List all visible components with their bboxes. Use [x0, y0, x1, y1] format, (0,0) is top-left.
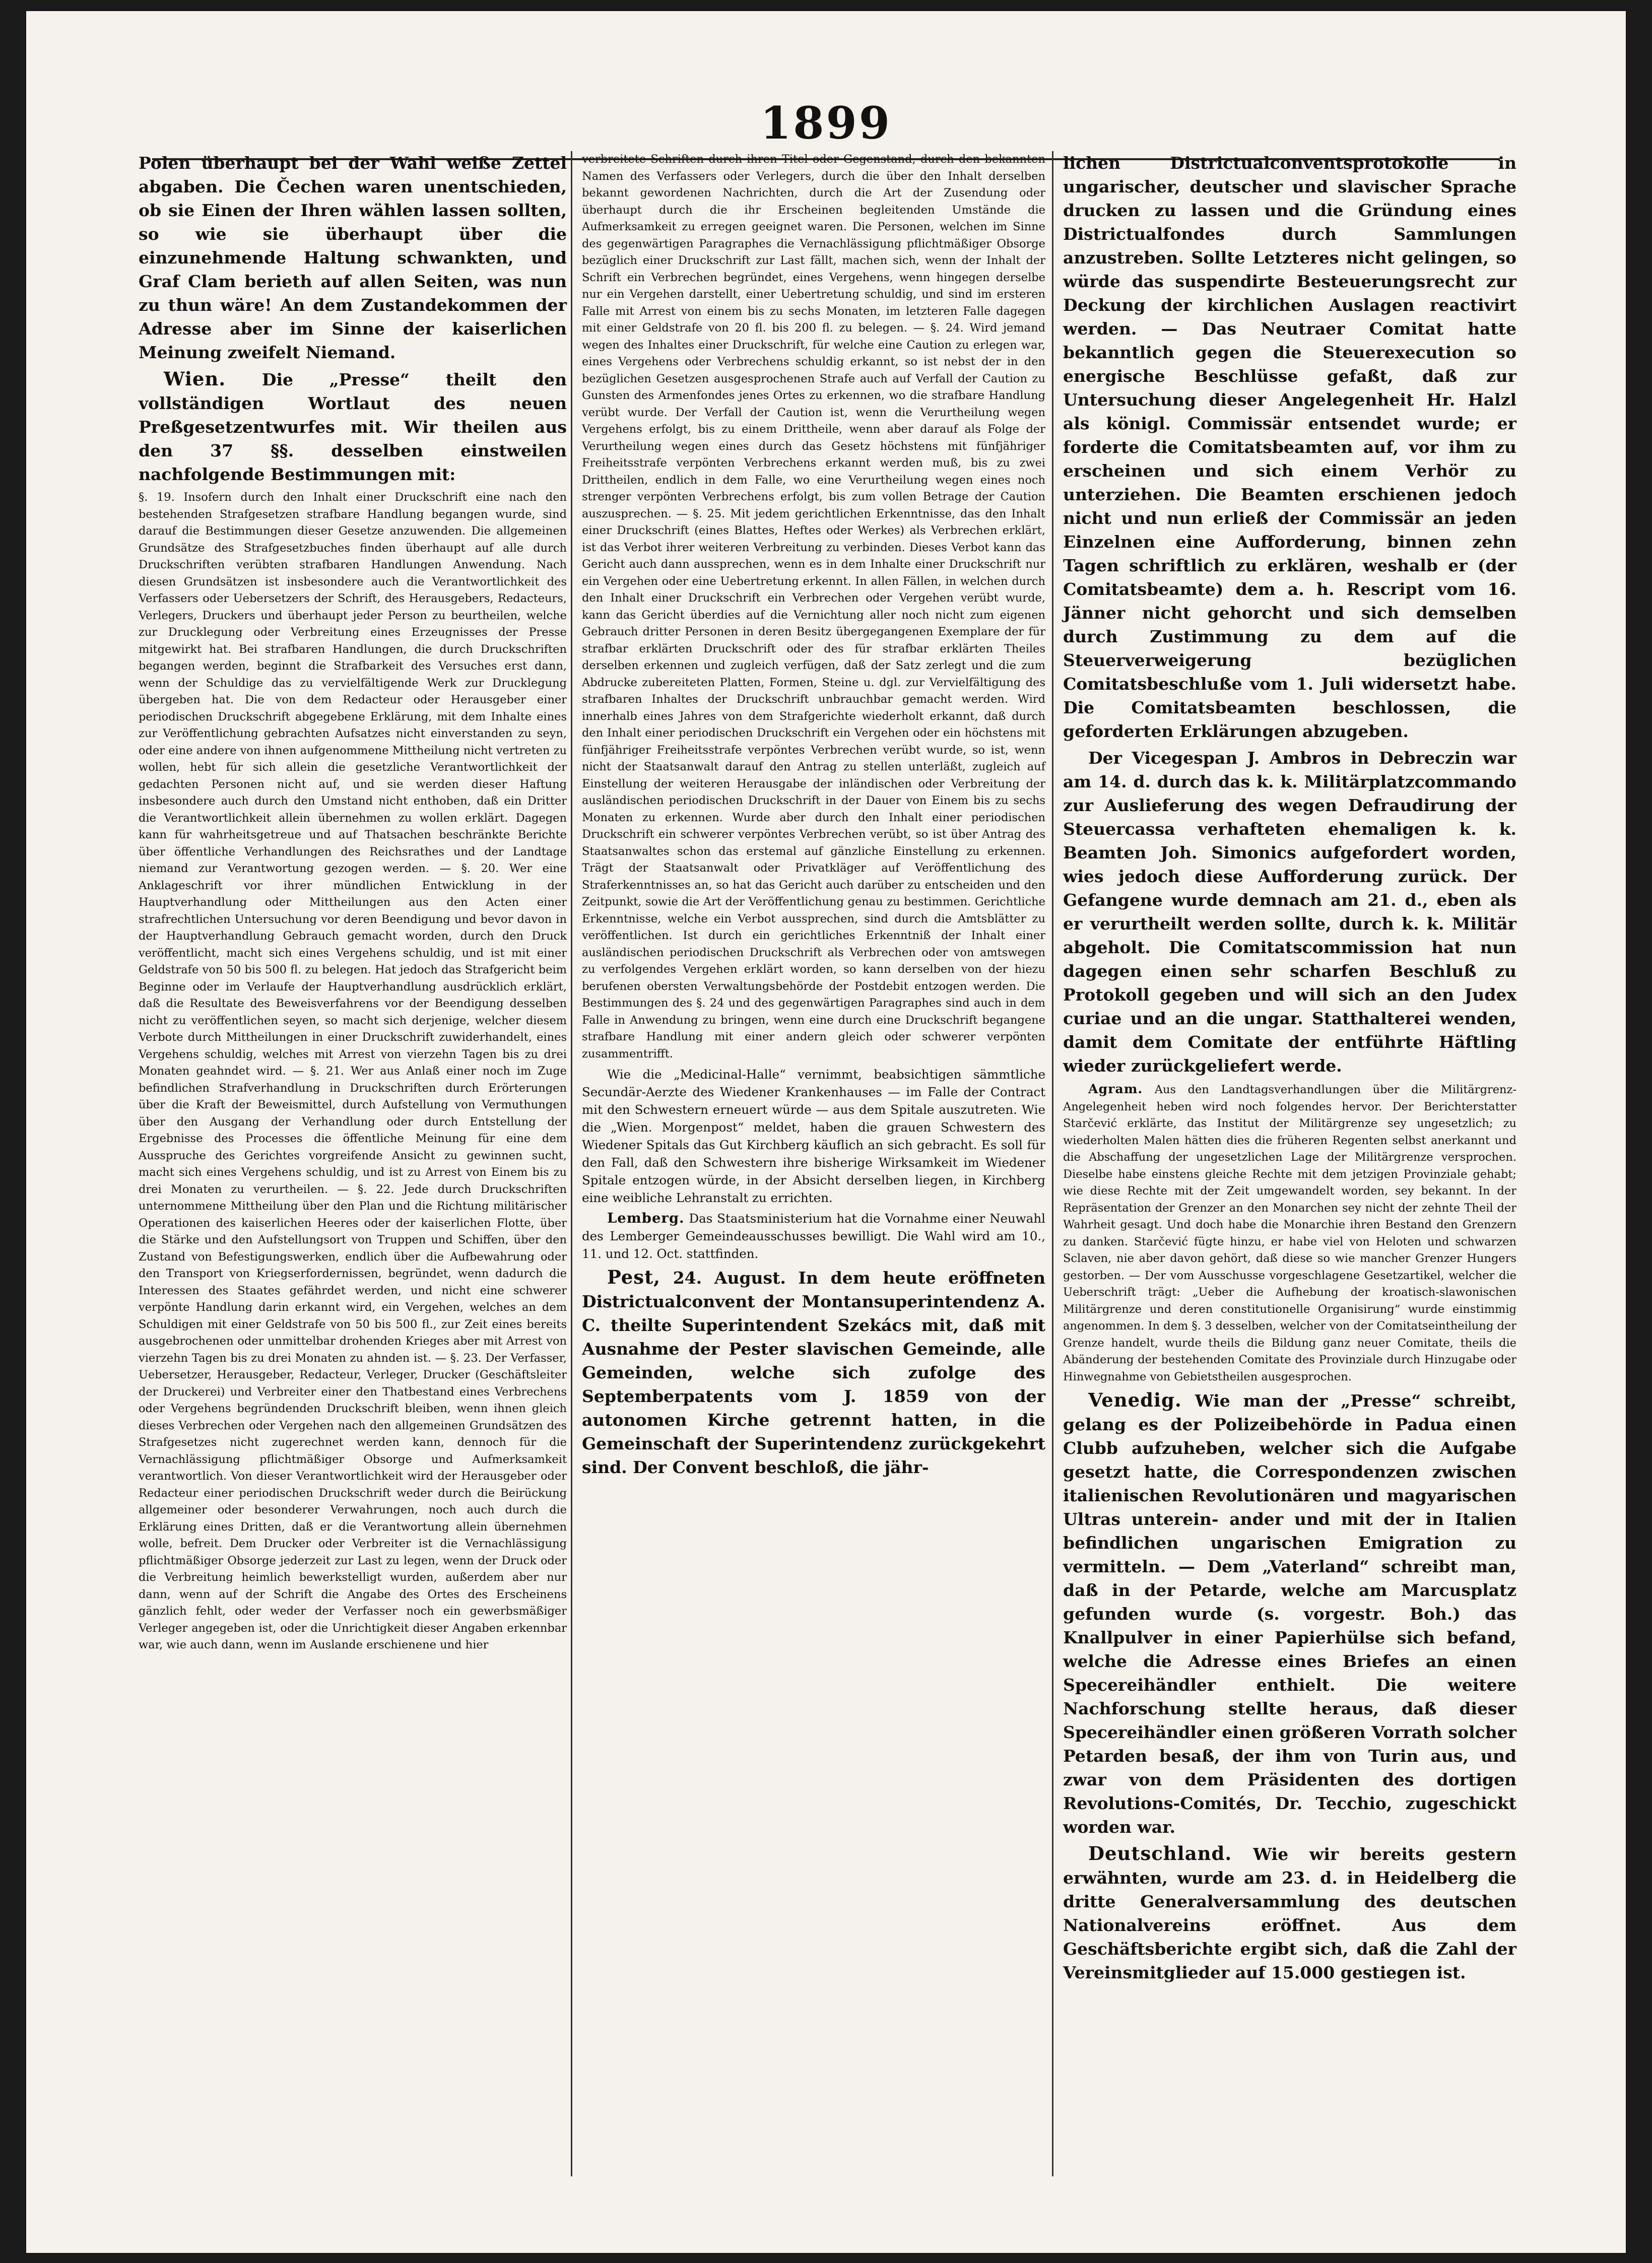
article-wien-intro: [139, 367, 567, 486]
article-deutschland-text: Wie wir bereits gestern erwähnten, wurde am 23. d. in Heidelberg die dritte Generalversammlung des deutschen Nationalvereins eröffnet. Aus dem Geschäftsberichte ergibt sich, daß die Zahl der Vereinsmitglieder auf 15.000 gestiegen ist.: [1063, 1844, 1516, 1982]
column-3: [1058, 151, 1522, 1987]
article-wien-paragraphs: §. 19. Insofern durch den Inhalt einer Druckschrift eine nach den bestehenden Strafgesetzen strafbare Handlung begangen wurde, sind darauf die Bestimmungen dieser Gesetze anzuwenden. Die allgemeinen Grundsätze des Strafgesetzbuches finden überhaupt auf alle durch Druckschriften verübten strafbaren Handlungen Anwendung. Nach diesen Grundsätzen ist insbesondere auch die Verantwortlichkeit des Verfassers oder Uebersetzers der Schrift, des Herausgebers, Redacteurs, Verlegers, Druckers und überhaupt jeder Person zu beurtheilen, welche zur Drucklegung oder Verbreitung eines Erzeugnisses der Presse mitgewirkt hat. Bei strafbaren Handlungen, die durch Druckschriften begangen werden, beginnt die Strafbarkeit des Versuches erst dann, wenn der Schuldige das zu vervielfältigende Werk zur Drucklegung übergeben hat. Die von dem Redacteur oder Herausgeber einer periodischen Druckschrift abgegebene Erklärung, mit dem Inhalte eines zur Veröffentlichung gebrachten Aufsatzes nicht einverstanden zu seyn, oder eine andere von ihnen aufgenommene Mittheilung nicht vertreten zu wollen, hebt für sich allein die gesetzliche Verantwortlichkeit der gedachten Personen nicht auf, und sie werden dieser Haftung insbesondere auch durch den Umstand nicht enthoben, daß ein Dritter die Verantwortlichkeit allein übernehmen zu wollen erklärt. Dagegen kann für wahrheitsgetreue und auf Thatsachen beschränkte Berichte über öffentliche Verhandlungen des Reichsrathes und der Landtage niemand zur Verantwortung gezogen werden. — §. 20. Wer eine Anklageschrift vor ihrer mündlichen Entwicklung in der Hauptverhandlung oder Mittheilungen aus den Acten einer strafrechtlichen Untersuchung vor deren Beendigung und bevor davon in der Hauptverhandlung Gebrauch gemacht worden, durch den Druck veröffentlicht, macht sich eines Vergehens schuldig, und ist mit einer Geldstrafe von 50 bis 500 fl. zu belegen. Hat jedoch das Strafgericht beim Beginne oder im Verlaufe der Hauptverhandlung ausdrücklich erklärt, daß die Resultate des Beweisverfahrens vor der Beendigung desselben nicht zu veröffentlichen seyen, so macht sich derjenige, welcher diesem Verbote durch Mittheilungen in einer Druckschrift zuwiderhandelt, eines Vergehens schuldig, welches mit Arrest von vierzehn Tagen bis zu drei Monaten geahndet wird. — §. 21. Wer aus Anlaß einer noch im Zuge befindlichen Strafverhandlung in Druckschriften durch Erörterungen über die Kraft der Beweismittel, durch Aufstellung von Vermuthungen über den Ausgang der Verhandlung oder durch Entstellung der Ergebnisse des Processes die öffentliche Meinung für eine dem Ausspruche des Gerichtes vorgreifende Ansicht zu gewinnen sucht, macht sich eines Vergehens schuldig, und ist zu Arrest von Einem bis zu drei Monaten zu verurtheilen. — §. 22. Jede durch Druckschriften unternommene Mittheilung über den Plan und die Richtung militärischer Operationen des kaiserlichen Heeres oder der kaiserlichen Flotte, über die Stärke und den Aufstellungsort von Truppen und Schiffen, über den Zustand von Befestigungswerken, endlich über die Aufbewahrung oder den Transport von Kriegserfordernissen, begründet, wenn dadurch die Interessen des Staates gefährdet werden, und nicht eine schwerer verpönte Handlung darin erkannt wird, ein Vergehen, welches an dem Schuldigen mit einer Geldstrafe von 50 bis 500 fl., zur Zeit eines bereits ausgebrochenen oder unmittelbar drohenden Krieges aber mit Arrest von vierzehn Tagen bis zu drei Monaten zu ahnden ist. — §. 23. Der Verfasser, Uebersetzer, Herausgeber, Redacteur, Verleger, Drucker (Geschäftsleiter der Druckerei) und Verbreiter einer den Thatbestand eines Verbrechens oder Vergehens begründenden Druckschrift bleiben, wenn ihnen gleich dieses Verbrechen oder Vergehen nach den allgemeinen Grundsätzen des Strafgesetzes nicht zugerechnet werden kann, dennoch für die Vernachlässigung pflichtmäßiger Obsorge und Aufmerksamkeit verantwortlich. Von dieser Verantwortlichkeit wird der Herausgeber oder Redacteur einer periodischen Druckschrift weder durch die Beirückung allgemeiner oder besonderer Verwahrungen, noch auch durch die Erklärung eines Dritten, daß er die Verantwortung allein übernehmen wolle, befreit. Dem Drucker oder Verbreiter ist die Vernachlässigung pflichtmäßiger Obsorge jederzeit zur Last zu legen, wenn der Druck oder die Verbreitung heimlich bewerkstelligt wurden, außerdem aber nur dann, wenn auf der Schrift die Angabe des Ortes des Erscheinens gänzlich fehlt, oder weder der Verfasser noch ein gewerbsmäßiger Verleger angegeben ist, oder die Unrichtigkeit dieser Angaben erkennbar war, wie auch dann, wenn im Auslande erschienene und hier: [139, 491, 567, 1651]
dateline-venedig: Venedig.: [1088, 1389, 1182, 1411]
article-agram-text: Aus den Landtagsverhandlungen über die Militärgrenz-Angelegenheit heben wird noch folgendes hervor. Der Berichterstatter Starčević erklärte, das Institut der Militärgrenze sey ungesetzlich; zu wiederholten Malen hätten dies die früheren Regenten selbst anerkannt und die Abschaffung der ungesetzlichen Lage der Militärgrenze versprochen. Dieselbe habe einstens gleiche Rechte mit dem jetzigen Provinziale gehabt; wie diese Rechte mit der Zeit umgewandelt worden, sey bekannt. In der Repräsentation der Grenzer an den Monarchen sey nicht der zehnte Theil der Wahrheit gesagt. Und doch habe die Monarchie ihren Bestand den Grenzern zu danken. Starčević fügte hinzu, er habe viel von Heloten und schwarzen Sclaven, nie aber davon gehört, daß diese so wie mancher Grenzer Hungers gestorben. — Der vom Ausschusse vorgeschlagene Gesetzartikel, welcher die Ueberschrift trägt: „Ueber die Aufhebung der kroatisch-slawonischen Militärgrenze und deren constitutionelle Organisirung“ wurde einstimmig angenommen. In dem §. 3 desselben, welcher von der Comitatseintheilung der Grenze handelt, wurde theils die Bildung ganz neuer Comitate, theils die Abänderung der bestehenden Comitate des Provinziale durch Hinzugabe oder Hinwegnahme von Gebietstheilen ausgesprochen.: [1063, 1083, 1516, 1383]
article-medicinal-halle: Wie die „Medicinal-Halle“ vernimmt, beabsichtigen sämmtliche Secundär-Aerzte des Wiedener Krankenhauses — im Falle der Contract mit den Schwestern erneuert würde — aus dem Spitale auszutreten. Wie die „Wien. Morgenpost“ meldet, haben die grauen Schwestern des Wiedener Spitals das Gut Kirchberg käuflich an sich gebracht. Es soll für den Fall, daß den Schwestern ihre bisherige Wirksamkeit im Wiedener Spitale entzogen würde, in der Absicht derselben liegen, in Kirchberg eine weibliche Lehranstalt zu errichten.: [582, 1067, 1045, 1205]
article-venedig: [1063, 1388, 1516, 1839]
article-agram: [1063, 1081, 1516, 1385]
page-number: 1899: [760, 97, 892, 149]
dateline-lemberg: Lemberg.: [607, 1210, 685, 1226]
article-pest-continuation: lichen Districtualconventsprotokolle in ungarischer, deutscher und slavischer Sprache drucken zu lassen und die Gründung eines Districtualfondes durch Sammlungen anzustreben. Sollte Letzteres nicht gelingen, so würde das suspendirte Besteuerungsrecht zur Deckung der kirchlichen Auslagen reactivirt werden. — Das Neutraer Comitat hatte bekanntlich gegen die Steuerexecution so energische Beschlüsse gefaßt, daß zur Untersuchung dieser Angelegenheit Hr. Halzl als königl. Commissär entsendet wurde; er forderte die Comitatsbeamten auf, vor ihm zu erscheinen und sich einem Verhör zu unterziehen. Die Beamten erschienen jedoch nicht und nun erließ der Commissär an jeden Einzelnen eine Aufforderung, binnen zehn Tagen schriftlich zu erklären, weshalb er (der Comitatsbeamte) dem a. h. Rescript vom 16. Jänner nicht gehorcht und sich demselben durch Zustimmung zu dem auf die Steuerverweigerung bezüglichen Comitatsbeschluße vom 1. Juli widersetzt habe. Die Comitatsbeamten beschlossen, die geforderten Erklärungen abzugeben.: [1063, 153, 1516, 741]
column-2: [577, 151, 1050, 1482]
article-pest: [582, 1266, 1045, 1479]
dateline-agram: Agram.: [1088, 1081, 1143, 1096]
article-wien-paragraphs-continued: verbreitete Schriften durch ihren Titel oder Gegenstand, durch den bekannten Namen des Verfassers oder Verlegers, durch die über den Inhalt derselben bekannt gewordenen Nachrichten, durch die Art der Zusendung oder überhaupt durch die ihr Erscheinen begleitenden Umstände die Aufmerksamkeit zu erregen geeignet waren. Die Personen, welchen im Sinne des gegenwärtigen Paragraphes die Vernachlässigung pflichtmäßiger Obsorge bezüglich einer Druckschrift zur Last fällt, machen sich, wenn der Inhalt der Schrift ein Verbrechen begründet, eines Vergehens, wenn hingegen derselbe nur ein Vergehen darstellt, einer Uebertretung schuldig, und sind im ersteren Falle mit Arrest von einem bis zu sechs Monaten, im letzteren Falle dagegen mit einer Geldstrafe von 20 fl. bis 200 fl. zu belegen. — §. 24. Wird jemand wegen des Inhaltes einer Druckschrift, für welche eine Caution zu erlegen war, eines Vergehens oder Verbrechens schuldig erkannt, so ist nebst der in den bezüglichen Gesetzen ausgesprochenen Strafe auch auf Verfall der Caution zu Gunsten des Armenfondes jenes Ortes zu erkennen, wo die strafbare Handlung verübt wurde. Der Verfall der Caution ist, wenn die Verurtheilung wegen Vergehens erfolgt, bis zu einem Drittheile, wenn aber darauf als Folge der Verurtheilung wegen eines durch das Gesetz höchstens mit fünfjähriger Freiheitsstrafe verpönten Verbrechens erkannt werden muß, bis zu zwei Drittheilen, endlich in dem Falle, wo eine Verurtheilung wegen eines noch strenger verpönten Verbrechens erfolgt, bis zum vollen Betrage der Caution auszusprechen. — §. 25. Mit jedem gerichtlichen Erkenntnisse, das den Inhalt einer Druckschrift (eines Blattes, Heftes oder Werkes) als Verbrechen erklärt, ist das Verbot ihrer weiteren Verbreitung zu verbinden. Dieses Verbot kann das Gericht auch dann aussprechen, wenn es in dem Inhalte einer Druckschrift nur ein Vergehen oder eine Uebertretung erkennt. In allen Fällen, in welchen durch den Inhalt einer Druckschrift ein Verbrechen oder Vergehen verübt wurde, kann das Gericht überdies auf die Vernichtung aller noch nicht zum eigenen Gebrauch dritter Personen in deren Besitz übergegangenen Exemplare der für strafbar erklärten Druckschrift oder des für strafbar erklärten Theiles derselben erkennen und zugleich verfügen, daß der Satz zerlegt und die zum Abdrucke zubereiteten Platten, Formen, Steine u. dgl. zur Vervielfältigung des strafbaren Inhaltes der Druckschrift unbrauchbar gemacht werden. Wird innerhalb eines Jahres von dem Strafgerichte wiederholt erkannt, daß durch den Inhalt einer periodischen Druckschrift ein Vergehen oder ein höchstens mit fünfjähriger Freiheitsstrafe verpöntes Verbrechen verübt wurde, so ist, wenn nicht der Staatsanwalt darauf den Antrag zu stellen unterläßt, zugleich auf Einstellung der weiteren Herausgabe der inländischen oder Verbreitung der ausländischen periodischen Druckschrift in der Dauer von Einem bis zu sechs Monaten zu erkennen. Wurde aber durch den Inhalt einer periodischen Druckschrift ein schwerer verpöntes Verbrechen verübt, so ist über Antrag des Staatsanwaltes schon das erstemal auf gänzliche Einstellung zu erkennen. Trägt der Staatsanwalt oder Privatkläger auf Veröffentlichung des Straferkenntnisses an, so hat das Gericht auch darüber zu entscheiden und den Zeitpunkt, sowie die Art der Veröffentlichung genau zu bestimmen. Gerichtliche Erkenntnisse, welche ein Verbot aussprechen, sind durch die Amtsblätter zu veröffentlichen. Ist durch ein gerichtliches Erkenntniß der Inhalt einer ausländischen periodischen Druckschrift als Verbrechen oder von amtswegen zu verfolgendes Vergehen erklärt worden, so kann derselben von der hiezu berufenen obersten Verwaltungsbehörde der Postdebit entzogen werden. Die Bestimmungen des §. 24 und des gegenwärtigen Paragraphes sind auch in dem Falle in Anwendung zu bringen, wenn eine durch eine Druckschrift begangene strafbare Handlung mit einer andern gleich oder schwerer verpönten zusammentrifft.: [582, 153, 1045, 1060]
article-polen-continuation: Polen überhaupt bei der Wahl weiße Zettel abgaben. Die Čechen waren unentschieden, ob sie Einen der Ihren wählen lassen sollten, so wie sie überhaupt über die einzunehmende Haltung schwankten, und Graf Clam berieth auf allen Seiten, was nun zu thun wäre! An dem Zustandekommen der Adresse aber im Sinne der kaiserlichen Meinung zweifelt Niemand.: [139, 153, 567, 362]
article-venedig-text: Wie man der „Presse“ schreibt, gelang es der Polizeibehörde in Padua einen Clubb aufzuheben, welcher sich die Aufgabe gesetzt hatte, die Correspondenzen zwischen italienischen Revolutionären und magyarischen Ultras unterein- ander und mit der in Italien befindlichen ungarischen Emigration zu vermitteln. — Dem „Vaterland“ schreibt man, daß in der Petarde, welche am Marcusplatz gefunden wurde (s. vorgestr. Boh.) das Knallpulver in einer Papierhülse sich befand, welche die Adresse eines Briefes an einen Specereihändler enthielt. Die weitere Nachforschung stellte heraus, daß dieser Specereihändler einen größeren Vorrath solcher Petarden besaß, der ihm von Turin aus, und zwar von dem Präsidenten des dortigen Revolutions-Comités, Dr. Tecchio, zugeschickt worden war.: [1063, 1391, 1516, 1837]
dateline-wien: Wien.: [164, 368, 226, 390]
article-debreczin: Der Vicegespan J. Ambros in Debreczin war am 14. d. durch das k. k. Militärplatzcommando zur Auslieferung des wegen Defraudirung der Steuercassa verhafteten ehemaligen k. k. Beamten Joh. Simonics aufgefordert worden, wies jedoch diese Aufforderung zurück. Der Gefangene wurde demnach am 21. d., eben als er verurtheilt werden sollte, durch k. k. Militär abgeholt. Die Comitatscommission hat nun dagegen einen sehr scharfen Beschluß zu Protokoll gegeben und will sich an den Judex curiae und an die ungar. Statthalterei wenden, damit dem Comitate der entführte Häftling wieder zurückgeliefert werde.: [1063, 748, 1516, 1076]
article-wien-intro-text: Die „Presse“ theilt den vollständigen Wortlaut des neuen Preßgesetzentwurfes mit. Wir theilen aus den 37 §§. desselben einstweilen nachfolgende Bestimmungen mit:: [139, 370, 567, 484]
article-pest-text: 24. August. In dem heute eröffneten Districtualconvent der Montansuperintendenz A. C. theilte Superintendent Szekács mit, daß mit Ausnahme der Pester slavischen Gemeinde, alle Gemeinden, welche sich zufolge des Septemberpatents vom J. 1859 von der autonomen Kirche getrennt hatten, in die Gemeinschaft der Superintendenz zurückgekehrt sind. Der Convent beschloß, die jähr-: [582, 1268, 1045, 1477]
dateline-deutschland: Deutschland.: [1088, 1842, 1232, 1865]
column-rule-2: [1052, 151, 1053, 2176]
dateline-pest: Pest,: [607, 1266, 661, 1288]
article-lemberg: [582, 1210, 1045, 1262]
article-lemberg-text: Das Staatsministerium hat die Vornahme einer Neuwahl des Lemberger Gemeindeausschusses bewilligt. Die Wahl wird am 10., 11. und 12. Oct. stattfinden.: [582, 1211, 1045, 1261]
article-deutschland: [1063, 1842, 1516, 1984]
column-1: [134, 151, 572, 1657]
